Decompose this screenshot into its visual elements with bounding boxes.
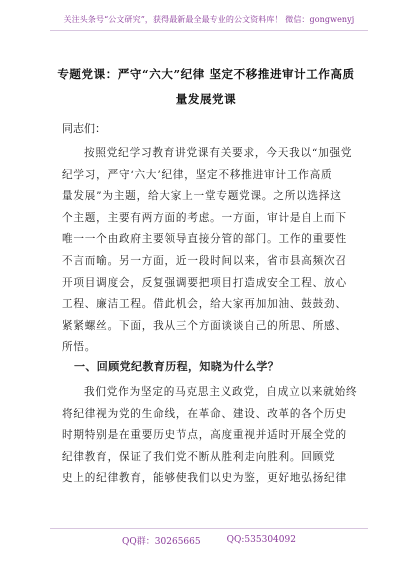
footer-qq: QQ:535304092: [226, 535, 296, 545]
paragraph-2-line: 时期特别是在重要历史节点，高度重视并适时开展全党的: [62, 429, 347, 442]
paragraph-2-line: 史上的纪律教育，能够使我们以史为鉴，更好地弘扬纪律: [62, 472, 347, 485]
salutation: 同志们：: [62, 122, 106, 135]
page-footer: [50, 528, 368, 551]
paragraph-1-line: 不言而喻。另一方面，近一段时间以来，省市县高频次召: [62, 254, 347, 267]
paragraph-2-line: 我们党作为坚定的马克思主义政党，自成立以来就始终: [84, 386, 358, 398]
document-title-line-2: 量发展党课: [175, 92, 237, 106]
document-title-line-1: 专题党课：严守“六大”纪律 坚定不移推进审计工作高质: [57, 67, 355, 81]
paragraph-1-line: 所悟。: [62, 341, 97, 354]
paragraph-2: [62, 382, 358, 490]
section-1-heading: 一、回顾党纪教育历程，知晓为什么学？: [74, 360, 280, 373]
footer-qq-group: QQ群：30265665: [122, 536, 201, 547]
page-header-banner: [50, 8, 368, 31]
paragraph-1-line: 纪学习，严守‘六大’纪律，坚定不移推进审计工作高质: [62, 168, 333, 181]
paragraph-1-line: 工程、廉洁工程。借此机会，给大家再加加油、鼓鼓劲、: [62, 298, 347, 311]
paragraph-1-line: 个主题，主要有两方面的考虑。一方面，审计是自上而下: [62, 211, 347, 224]
header-banner-text: 关注头条号“公文研究”，获得最新最全最专业的公文资料库！ 微信：gongwenyj: [63, 14, 355, 24]
paragraph-2-line: 将纪律视为党的生命线，在革命、建设、改革的各个历史: [62, 407, 347, 420]
paragraph-2-line: 纪律教育，保证了我们党不断从胜利走向胜利。回顾党: [62, 450, 336, 463]
paragraph-1-line: 唯一一个由政府主要领导直接分管的部门。工作的重要性: [62, 233, 347, 246]
paragraph-1-line: 紧紧螺丝。下面，我从三个方面谈谈自己的所思、所感、: [62, 319, 347, 332]
paragraph-1-line: 量发展”为主题，给大家上一堂专题党课。之所以选择这: [62, 190, 342, 203]
paragraph-1-line: 按照党纪学习教育讲党课有关要求，今天我以“加强党: [84, 147, 353, 159]
paragraph-1-line: 开项目调度会，反复强调要把项目打造成安全工程、放心: [62, 276, 347, 289]
paragraph-1: [62, 143, 352, 359]
